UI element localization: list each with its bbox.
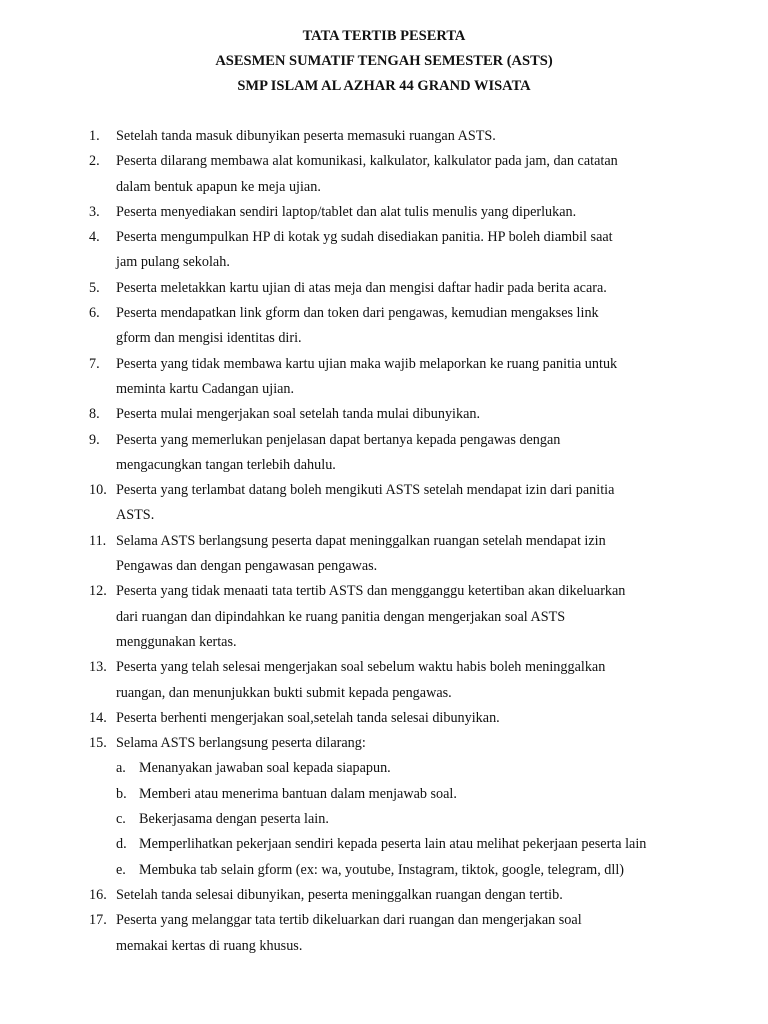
rule-number: 12.	[89, 583, 107, 600]
rule-text-line: Pengawas dan dengan pengawasan pengawas.	[116, 558, 378, 575]
rule-number: 10.	[89, 482, 107, 499]
rule-number: 11.	[89, 532, 107, 549]
rule-text	[116, 352, 709, 403]
rule-text	[116, 731, 709, 883]
rule-number: 17.	[89, 912, 107, 929]
rule-text-line: jam pulang sekolah.	[116, 254, 230, 271]
sub-rule-letter: c.	[116, 811, 126, 828]
rule-text	[116, 149, 709, 200]
rule-item	[89, 478, 709, 529]
rule-item	[89, 731, 709, 883]
rule-text-line: mengacungkan tangan terlebih dahulu.	[116, 456, 336, 473]
sub-rule-letter: e.	[116, 861, 126, 878]
rule-text-line: menggunakan kertas.	[116, 633, 237, 650]
rule-text-line: Peserta dilarang membawa alat komunikasi, kalkulator, kalkulator pada jam, dan catatan	[116, 153, 618, 170]
sub-rule-text: Bekerjasama dengan peserta lain.	[139, 811, 329, 828]
sub-rule-item	[116, 756, 709, 781]
rule-text	[116, 200, 709, 225]
sub-rule-text: Memperlihatkan pekerjaan sendiri kepada peserta lain atau melihat pekerjaan peserta lain	[139, 836, 647, 853]
rule-number: 2.	[89, 153, 100, 170]
rule-number: 15.	[89, 735, 107, 752]
rule-number: 13.	[89, 659, 107, 676]
rule-text	[116, 301, 709, 352]
rule-number: 14.	[89, 709, 107, 726]
rule-text-line: Peserta mengumpulkan HP di kotak yg sudah disediakan panitia. HP boleh diambil saat	[116, 229, 613, 246]
rule-text-line: ruangan, dan menunjukkan bukti submit kepada pengawas.	[116, 684, 452, 701]
rule-item	[89, 428, 709, 479]
rule-text-line: Setelah tanda selesai dibunyikan, peserta meninggalkan ruangan dengan tertib.	[116, 886, 563, 903]
rule-text-line: Peserta menyediakan sendiri laptop/tablet dan alat tulis menulis yang diperlukan.	[116, 203, 577, 220]
document-subtitle: ASESMEN SUMATIF TENGAH SEMESTER (ASTS)	[215, 53, 553, 69]
rule-text	[116, 124, 709, 149]
rule-item	[89, 579, 709, 655]
rule-text-line: Peserta yang terlambat datang boleh mengikuti ASTS setelah mendapat izin dari panitia	[116, 482, 615, 499]
rule-item	[89, 276, 709, 301]
rule-item	[89, 225, 709, 276]
rule-text-line: dalam bentuk apapun ke meja ujian.	[116, 178, 321, 195]
rule-item	[89, 529, 709, 580]
sub-rule-letter: b.	[116, 785, 127, 802]
rule-text	[116, 402, 709, 427]
rule-text-line: Peserta yang memerlukan penjelasan dapat bertanya kepada pengawas dengan	[116, 431, 561, 448]
rule-number: 3.	[89, 203, 100, 220]
rule-text-line: Selama ASTS berlangsung peserta dapat meninggalkan ruangan setelah mendapat izin	[116, 532, 606, 549]
rule-text-line: memakai kertas di ruang khusus.	[116, 937, 303, 954]
rule-text-line: Peserta mendapatkan link gform dan token dari pengawas, kemudian mengakses link	[116, 305, 599, 322]
rule-item	[89, 706, 709, 731]
rule-number: 4.	[89, 229, 100, 246]
rule-item	[89, 149, 709, 200]
rule-text-line: ASTS.	[116, 507, 155, 524]
rule-item	[89, 352, 709, 403]
rule-text	[116, 883, 709, 908]
document-title: TATA TERTIB PESERTA	[302, 28, 466, 44]
school-name: SMP ISLAM AL AZHAR 44 GRAND WISATA	[237, 78, 531, 94]
rule-item	[89, 301, 709, 352]
rule-text	[116, 908, 709, 959]
rule-text-line: Peserta mulai mengerjakan soal setelah tanda mulai dibunyikan.	[116, 406, 481, 423]
rule-text	[116, 655, 709, 706]
rule-text-line: Selama ASTS berlangsung peserta dilarang:	[116, 735, 366, 752]
rule-number: 6.	[89, 305, 100, 322]
rule-item	[89, 908, 709, 959]
sub-rule-text: Menanyakan jawaban soal kepada siapapun.	[139, 760, 391, 777]
sub-rule-item	[116, 832, 709, 857]
sub-rule-text: Memberi atau menerima bantuan dalam menjawab soal.	[139, 785, 457, 802]
rule-number: 9.	[89, 431, 100, 448]
rule-text-line: Peserta yang tidak menaati tata tertib ASTS dan mengganggu ketertiban akan dikeluarkan	[116, 583, 626, 600]
sub-rule-letter: a.	[116, 760, 126, 777]
rule-number: 5.	[89, 279, 100, 296]
rule-item	[89, 124, 709, 149]
sub-rule-item	[116, 807, 709, 832]
rule-number: 7.	[89, 355, 100, 372]
rule-text-line: gform dan mengisi identitas diri.	[116, 330, 302, 347]
sub-rule-text: Membuka tab selain gform (ex: wa, youtube, Instagram, tiktok, google, telegram, dll)	[139, 861, 625, 878]
rule-text	[116, 579, 709, 655]
rule-number: 8.	[89, 406, 100, 423]
rule-item	[89, 200, 709, 225]
sub-rule-item	[116, 858, 709, 883]
rule-text-line: Peserta berhenti mengerjakan soal,setelah tanda selesai dibunyikan.	[116, 709, 500, 726]
rule-number: 1.	[89, 128, 100, 144]
rule-text	[116, 706, 709, 731]
rule-text	[116, 478, 709, 529]
rule-item	[89, 402, 709, 427]
rule-text	[116, 529, 709, 580]
rules-list	[89, 124, 709, 959]
rule-text-line: Peserta yang tidak membawa kartu ujian maka wajib melaporkan ke ruang panitia untuk	[116, 355, 618, 372]
rule-text-line: Peserta yang melanggar tata tertib dikeluarkan dari ruangan dan mengerjakan soal	[116, 912, 582, 929]
rule-item	[89, 883, 709, 908]
rule-number: 16.	[89, 886, 107, 903]
rule-text-line: Peserta yang telah selesai mengerjakan soal sebelum waktu habis boleh meninggalkan	[116, 659, 606, 676]
sub-rules-list	[116, 756, 709, 882]
rule-text	[116, 225, 709, 276]
rule-text	[116, 428, 709, 479]
rule-text-line: meminta kartu Cadangan ujian.	[116, 380, 295, 397]
rule-text-line: Setelah tanda masuk dibunyikan peserta memasuki ruangan ASTS.	[116, 128, 496, 144]
sub-rule-item	[116, 782, 709, 807]
sub-rule-letter: d.	[116, 836, 127, 853]
rule-text-line: dari ruangan dan dipindahkan ke ruang panitia dengan mengerjakan soal ASTS	[116, 608, 566, 625]
document-header	[0, 24, 768, 99]
rule-item	[89, 655, 709, 706]
rule-text	[116, 276, 709, 301]
rule-text-line: Peserta meletakkan kartu ujian di atas meja dan mengisi daftar hadir pada berita acara.	[116, 279, 607, 296]
